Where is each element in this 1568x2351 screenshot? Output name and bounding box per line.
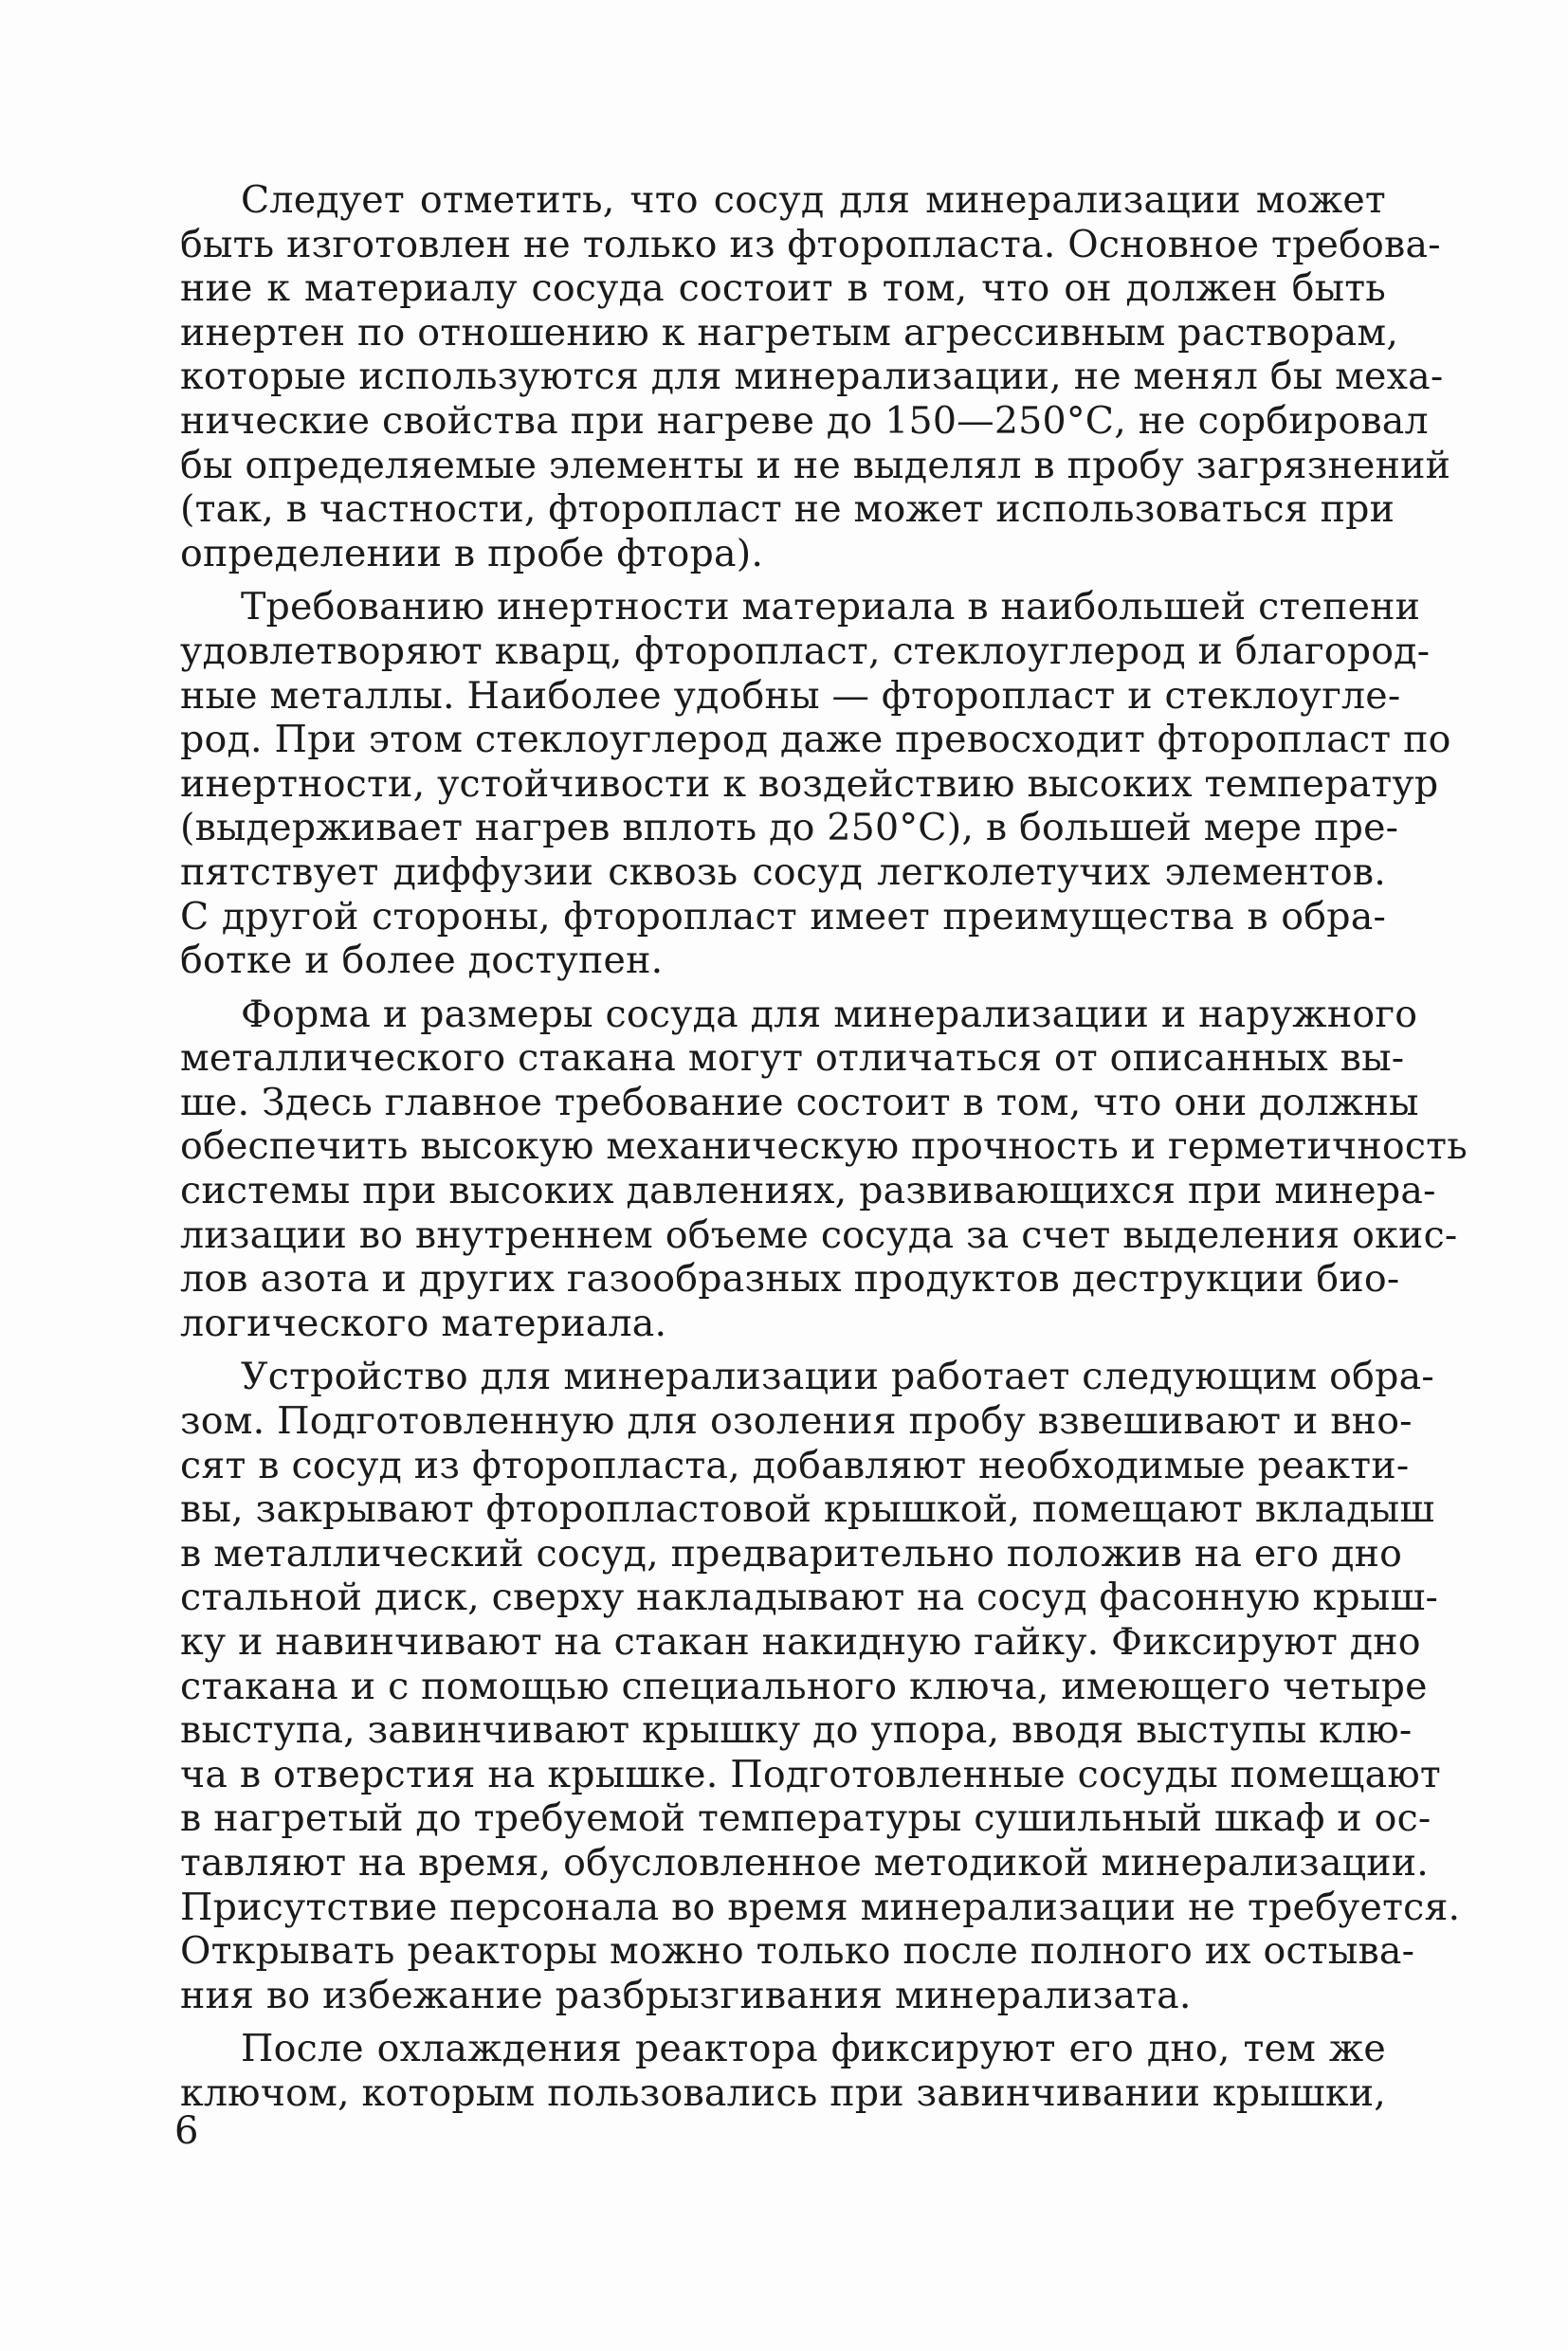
text-line: ботке и более доступен.: [180, 939, 664, 983]
text-line: быть изготовлен не только из фторопласта. Основное требова-: [180, 222, 1441, 266]
text-line: Следует отметить, что сосуд для минерализации может: [241, 178, 1386, 222]
text-line: Требованию инертности материала в наибольшей степени: [241, 585, 1421, 629]
text-line: стальной диск, сверху накладывают на сосуд фасонную крыш-: [180, 1576, 1438, 1620]
paragraph-inertness: [180, 585, 1451, 983]
text-line: бы определяемые элементы и не выделял в пробу загрязнений: [180, 443, 1451, 487]
text-line: определении в пробе фтора).: [180, 531, 764, 575]
text-line: которые используются для минерализации, не менял бы меха-: [180, 355, 1444, 399]
text-line: лов азота и других газообразных продуктов деструкции био-: [180, 1257, 1400, 1302]
text-line: обеспечить высокую механическую прочность и герметичность: [180, 1124, 1468, 1169]
text-line: металлического стакана могут отличаться от описанных вы-: [180, 1036, 1405, 1081]
paragraph-device-operation: [180, 1355, 1461, 2017]
text-line: зом. Подготовленную для озоления пробу взвешивают и вно-: [180, 1399, 1413, 1444]
text-line: ные металлы. Наиболее удобны — фторопласт и стеклоугле-: [180, 673, 1401, 718]
text-line: вы, закрывают фторопластовой крышкой, помещают вкладыш: [180, 1487, 1435, 1532]
paragraph-vessel-material: [180, 178, 1451, 575]
page-number: 6: [174, 2109, 199, 2153]
text-line: ния во избежание разбрызгивания минерализата.: [180, 1973, 1192, 2017]
text-line: стакана и с помощью специального ключа, имеющего четыре: [180, 1664, 1428, 1708]
text-line: С другой стороны, фторопласт имеет преимущества в обра-: [180, 894, 1386, 939]
text-line: пятствует диффузии сквозь сосуд легколетучих элементов.: [180, 849, 1386, 894]
text-line: тавляют на время, обусловленное методикой минерализации.: [180, 1840, 1430, 1885]
text-line: лизации во внутреннем объеме сосуда за счет выделения окис-: [180, 1212, 1458, 1257]
text-line: нические свойства при нагреве до 150—250°С, не сорбировал: [180, 398, 1429, 443]
text-line: Форма и размеры сосуда для минерализации и наружного: [241, 992, 1418, 1036]
text-line: Устройство для минерализации работает следующим обра-: [241, 1355, 1434, 1399]
text-line: ше. Здесь главное требование состоит в том, что они должны: [180, 1080, 1419, 1124]
text-line: ча в отверстия на крышке. Подготовленные сосуды помещают: [180, 1752, 1441, 1796]
text-line: Открывать реакторы можно только после полного их остыва-: [180, 1929, 1415, 1974]
text-line: в металлический сосуд, предварительно положив на его дно: [180, 1531, 1403, 1576]
paragraph-after-cooling: [180, 2027, 1386, 2115]
text-line: ние к материалу сосуда состоит в том, что он должен быть: [180, 266, 1386, 311]
text-line: Присутствие персонала во время минерализации не требуется.: [180, 1885, 1461, 1929]
text-line: сят в сосуд из фторопласта, добавляют необходимые реакти-: [180, 1443, 1410, 1487]
text-line: в нагретый до требуемой температуры сушильный шкаф и ос-: [180, 1796, 1431, 1841]
text-line: (так, в частности, фторопласт не может использоваться при: [180, 487, 1395, 532]
text-line: системы при высоких давлениях, развивающихся при минера-: [180, 1169, 1436, 1213]
text-line: ключом, которым пользовались при завинчивании крышки,: [180, 2070, 1386, 2115]
text-line: (выдерживает нагрев вплоть до 250°С), в большей мере пре-: [180, 806, 1399, 850]
paragraph-shape-and-size: [180, 992, 1468, 1346]
text-line: инертности, устойчивости к воздействию высоких температур: [180, 761, 1439, 806]
text-line: ку и навинчивают на стакан накидную гайку. Фиксируют дно: [180, 1620, 1421, 1664]
body-text: [180, 178, 1468, 2125]
text-line: род. При этом стеклоуглерод даже превосходит фторопласт по: [180, 718, 1451, 762]
text-line: логического материала.: [180, 1301, 667, 1345]
text-line: инертен по отношению к нагретым агрессивным растворам,: [180, 310, 1399, 355]
text-line: выступа, завинчивают крышку до упора, вводя выступы клю-: [180, 1708, 1413, 1753]
text-line: удовлетворяют кварц, фторопласт, стеклоуглерод и благород-: [180, 629, 1431, 673]
text-line: После охлаждения реактора фиксируют его дно, тем же: [241, 2027, 1386, 2071]
